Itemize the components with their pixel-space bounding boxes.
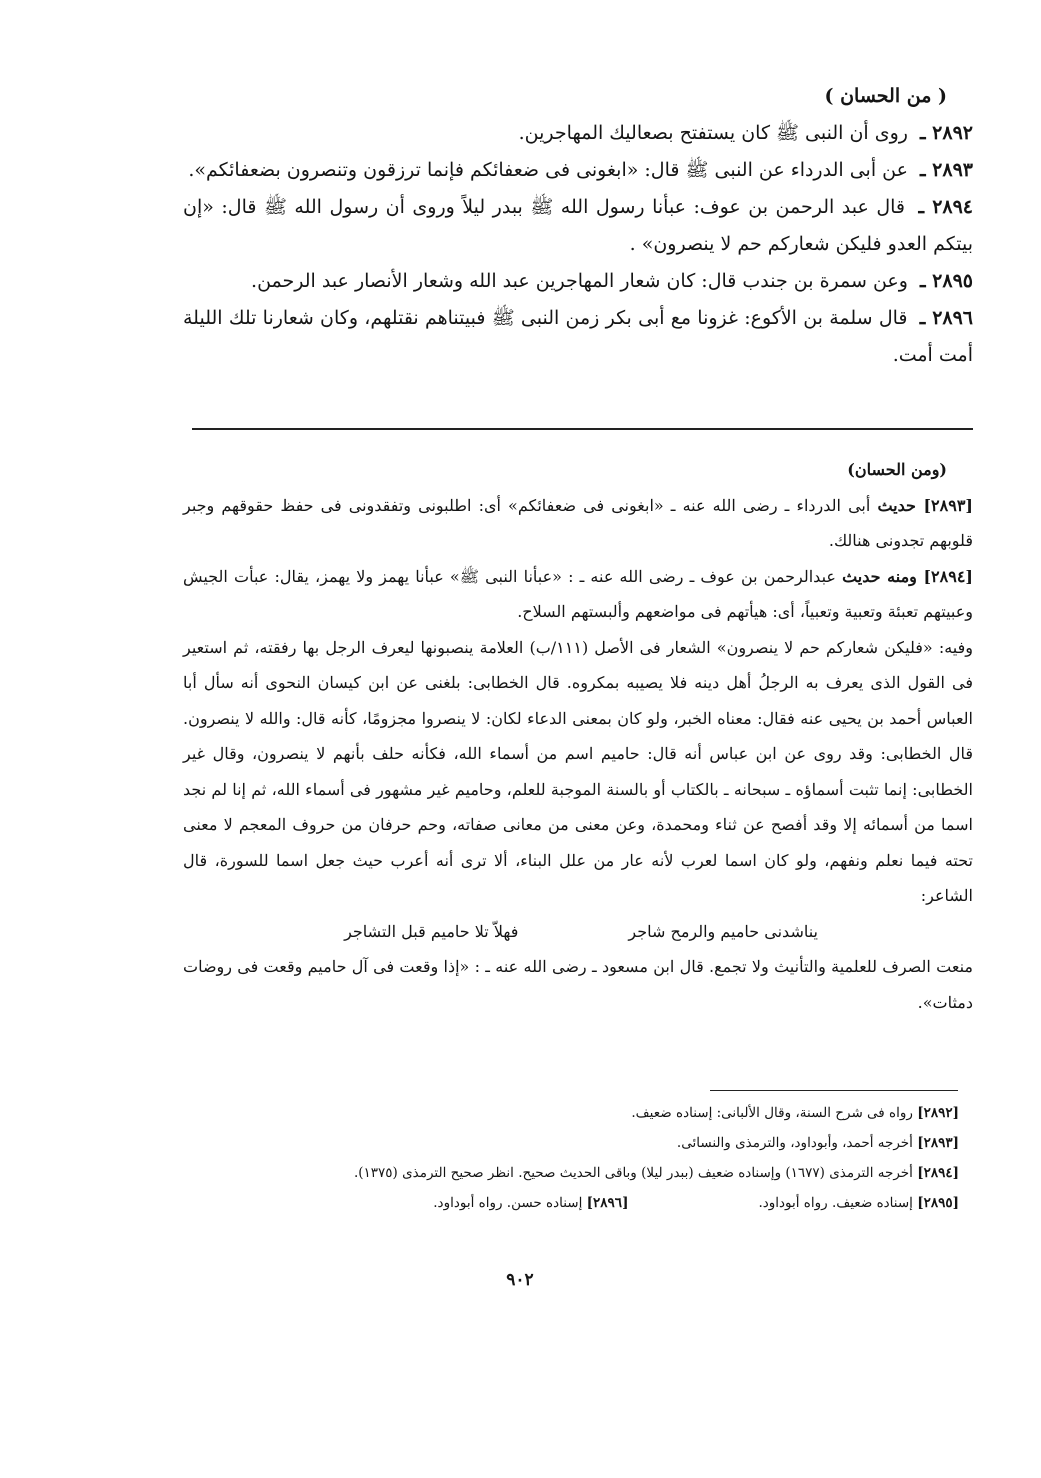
footnote-number: [٢٨٩٦] [586, 1195, 629, 1211]
main-text [183, 78, 973, 374]
hadith-number: ٢٨٩٤ ـ [918, 196, 974, 218]
section-divider [192, 428, 973, 430]
hadith-2893 [183, 152, 973, 189]
hadith-number: ٢٨٩٢ ـ [919, 122, 973, 144]
hadith-text: روى أن النبى ﷺ كان يستفتح بصعاليك المهاجرين. [518, 122, 908, 144]
commentary-paragraph: وفيه: «فليكن شعاركم حم لا ينصرون» الشعار فى الأصل (١١١/ب) العلامة ينصبونها ليعرف الرجل بها رفقته، ثم استعير فى القول الذى يعرف به الرجلُ أهل دينه فلا يصيبه بمكروه. قال الخطابى: بلغنى عن ابن كيسان النحوى أنه سأل أبا العباس أحمد بن يحيى عنه فقال: معناه الخبر، ولو كان بمعنى الدعاء لكان: لا ينصروا مجزومًا، كأنه قال: والله لا ينصرون. قال الخطابى: وقد روى عن ابن عباس أنه قال: حاميم اسم من أسماء الله، فكأنه حلف بأنهم لا ينصرون، وقال غير الخطابى: إنما تثبت أسماؤه ـ سبحانه ـ بالكتاب أو بالسنة الموجبة للعلم، وحاميم غير مشهور فى أسماء الله، ثم إنا لم نجد اسما من أسمائه إلا وقد أفصح عن ثناء ومحمدة، وعن معنى من معانى صفاته، وحم حرفان من حروف المعجم لا معنى تحته فيما نعلم ونفهم، ولو كان اسما لعرب لأنه عار من علل البناء، ألا ترى أنه أعرب حيث جعل اسما للسورة، قال الشاعر: [183, 637, 974, 905]
footnote-number: [٢٨٩٢] [917, 1105, 959, 1121]
hadith-2892 [183, 115, 973, 152]
footnote-divider [710, 1090, 958, 1091]
poetry-verse [183, 914, 973, 950]
hadith-text: عن أبى الدرداء عن النبى ﷺ قال: «ابغونى فى ضعفائكم فإنما ترزقون وتنصرون بضعفائكم». [188, 159, 908, 181]
hadith-text: قال سلمة بن الأكوع: غزونا مع أبى بكر زمن النبى ﷺ فبيتناهم نقتلهم، وكان شعارنا تلك الليلة أمت أمت. [183, 307, 973, 366]
footnote-text: أخرجه الترمذى (١٦٧٧) وإسناده ضعيف (ببدر ليلا) وباقى الحديث صحيح. انظر صحيح الترمذى (١٣٧٥). [353, 1165, 913, 1181]
footnote-number: [٢٨٩٤] [917, 1165, 959, 1181]
commentary-heading: (ومن الحسان) [847, 460, 947, 479]
commentary-label: [٢٨٩٣] حديث [877, 495, 973, 515]
hadith-text: قال عبد الرحمن بن عوف: عبأنا رسول الله ﷺ ببدر ليلاً وروى أن رسول الله ﷺ قال: «إن بيتكم العدو فليكن شعاركم حم لا ينصرون» . [183, 196, 973, 255]
commentary-paragraph [183, 488, 973, 559]
footnote-text: رواه فى شرح السنة، وقال الألبانى: إسناده ضعيف. [631, 1105, 913, 1121]
commentary-text: أبى الدرداء ـ رضى الله عنه ـ «ابغونى فى ضعفائكم» أى: اطلبونى وتفقدونى فى حفظ حقوقهم وجبر قلوبهم تجدونى هنالك. [183, 495, 973, 550]
hadith-text: وعن سمرة بن جندب قال: كان شعار المهاجرين عبد الله وشعار الأنصار عبد الرحمن. [251, 270, 908, 292]
hadith-number: ٢٨٩٣ ـ [919, 159, 973, 181]
footnote-text: أخرجه أحمد، وأبوداود، والترمذى والنسائى. [676, 1135, 913, 1151]
footnote [179, 1128, 959, 1158]
hadith-2896 [183, 300, 973, 374]
page-number: ٩٠٢ [506, 1270, 534, 1290]
commentary-paragraph: منعت الصرف للعلمية والتأنيث ولا تجمع. قال ابن مسعود ـ رضى الله عنه ـ : «إذا وقعت فى آل حاميم وقعت فى روضات دمثات». [183, 957, 973, 1012]
footnote-number: [٢٨٩٣] [917, 1135, 959, 1151]
footnote [758, 1188, 959, 1218]
verse-second-hemistich: فهلاّ تلا حاميم قبل التشاجر [344, 921, 519, 941]
commentary [183, 452, 973, 1020]
footnotes [179, 1098, 959, 1218]
commentary-paragraph [183, 559, 973, 630]
footnote [179, 1098, 959, 1128]
hadith-2894 [183, 189, 973, 263]
footnote-text: إسناده ضعيف. رواه أبوداود. [758, 1195, 913, 1211]
commentary-label: [٢٨٩٤] ومنه حديث [842, 566, 973, 586]
verse-first-hemistich: يناشدنى حاميم والرمح شاجر [628, 921, 818, 941]
footnote-text: إسناده حسن. رواه أبوداود. [433, 1195, 583, 1211]
hadith-number: ٢٨٩٦ ـ [919, 307, 974, 329]
hadith-number: ٢٨٩٥ ـ [919, 270, 973, 292]
section-heading: ( من الحسان ) [824, 85, 947, 107]
footnote-row [179, 1188, 959, 1218]
hadith-2895 [183, 263, 973, 300]
commentary-text: عبدالرحمن بن عوف ـ رضى الله عنه ـ : «عبأنا النبى ﷺ» عبأنا يهمز ولا يهمز، يقال: عبأت الجيش وعبيتهم تعبئة وتعبية وتعبياً، أى: هيأتهم فى مواضعهم وألبستهم السلاح. [183, 566, 973, 621]
footnote [433, 1188, 628, 1218]
footnote-number: [٢٨٩٥] [917, 1195, 959, 1211]
footnote [179, 1158, 959, 1188]
